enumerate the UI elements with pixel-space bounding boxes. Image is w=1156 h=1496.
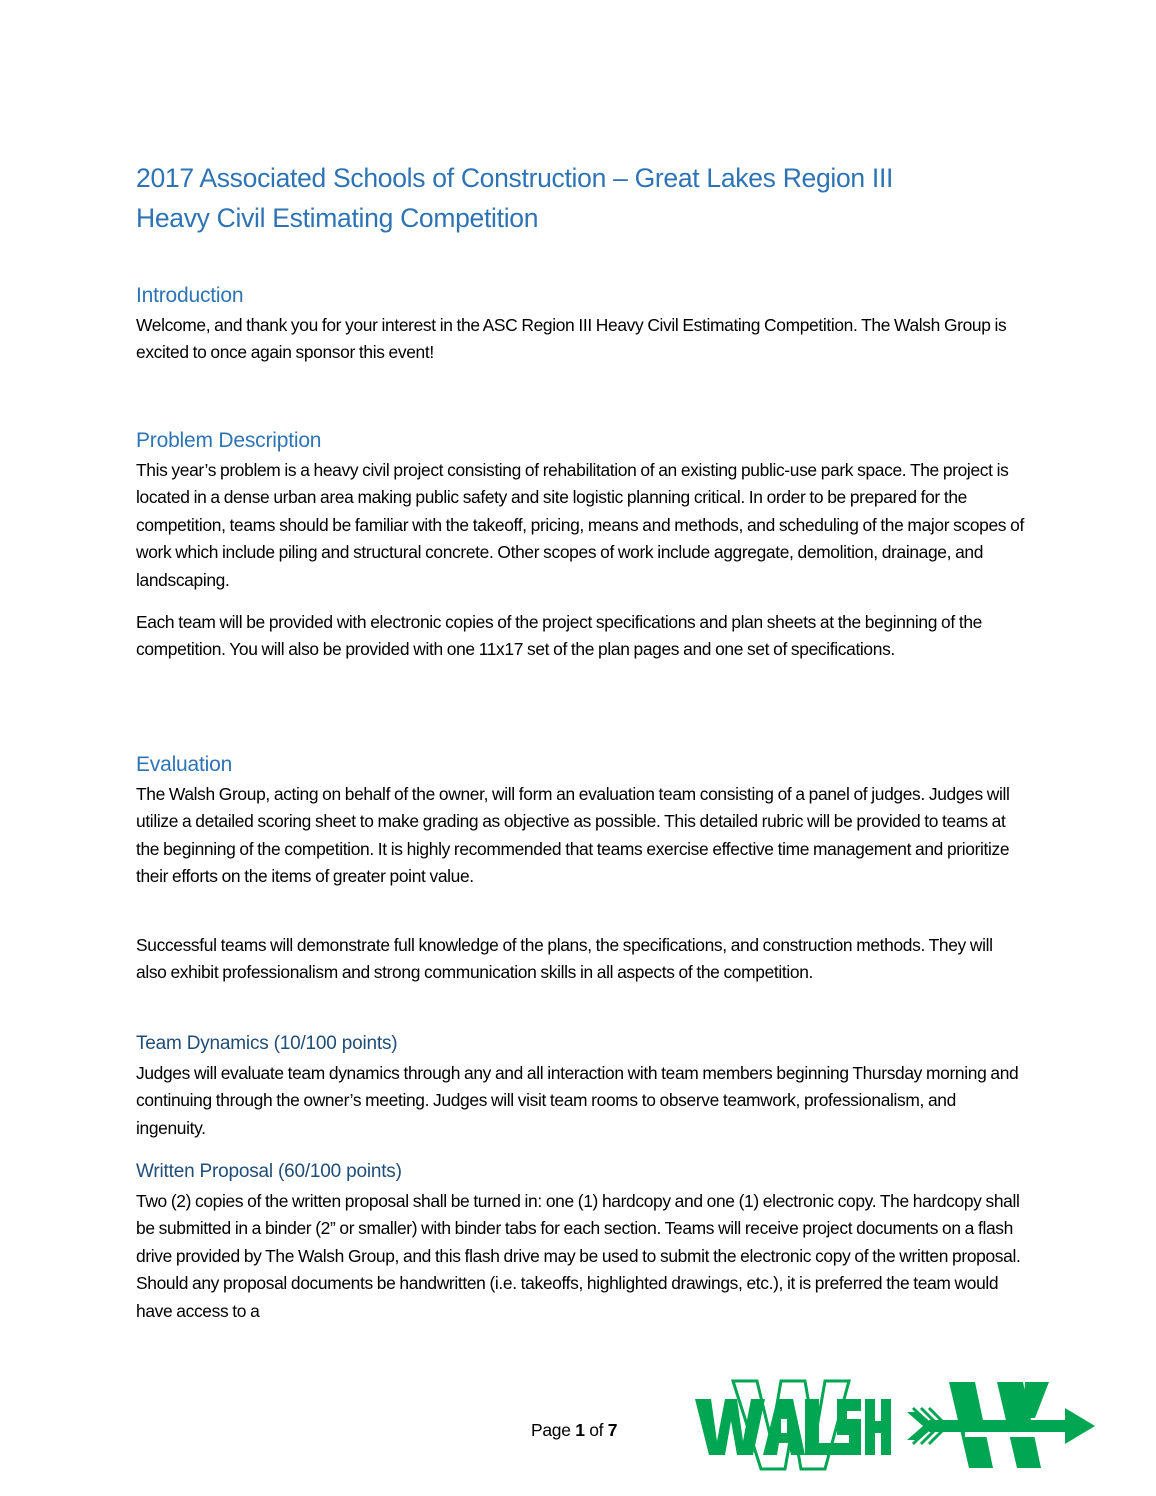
evaluation-paragraph-1: The Walsh Group, acting on behalf of the owner, will form an evaluation team consisting of a panel of judges. Judges will utilize a detailed scoring sheet to make grading as objective as possible. This detailed rubric will be provided to teams at the beginning of the competition. It is highly recommended that teams exercise effective time management and prioritize their efforts on the items of greater point value. (136, 784, 1010, 887)
document-title (136, 158, 1036, 238)
introduction-paragraph: Welcome, and thank you for your interest in the ASC Region III Heavy Civil Estimating Competition. The Walsh Group is excited to once again sponsor this event! (136, 315, 1007, 363)
heading-team-dynamics: Team Dynamics (10/100 points) (136, 1033, 398, 1054)
walsh-wordmark-logo (693, 1379, 893, 1471)
title-line-2: Heavy Civil Estimating Competition (136, 203, 539, 233)
written-proposal-paragraph: Two (2) copies of the written proposal shall be turned in: one (1) hardcopy and one (1) electronic copy. The hardcopy shall be submitted in a binder (2” or smaller) with binder tabs for each section. Teams will receive project documents on a flash drive provided by The Walsh Group, and this flash drive may be used to submit the electronic copy of the written proposal. Should any proposal documents be handwritten (i.e. takeoffs, highlighted drawings, etc.), it is preferred the team would have access to a (136, 1191, 1021, 1321)
total-pages: 7 (607, 1420, 618, 1440)
evaluation-paragraph-2: Successful teams will demonstrate full knowledge of the plans, the specifications, and construction methods. They will also exhibit professionalism and strong communication skills in all aspects of the competition. (136, 935, 993, 983)
heading-problem-description: Problem Description (136, 429, 322, 452)
page-number: Page 1 of 7 (531, 1420, 618, 1440)
problem-paragraph-1: This year’s problem is a heavy civil project consisting of rehabilitation of an existing public-use park space. The project is located in a dense urban area making public safety and site logistic planning critical. In order to be prepared for the competition, teams should be familiar with the takeoff, pricing, means and methods, and scheduling of the major scopes of work which include piling and structural concrete. Other scopes of work include aggregate, demolition, drainage, and landscaping. (136, 460, 1024, 590)
walsh-arrow-emblem-icon (905, 1380, 1097, 1470)
heading-introduction: Introduction (136, 284, 244, 307)
heading-evaluation: Evaluation (136, 753, 233, 776)
title-line-1: 2017 Associated Schools of Construction – Great Lakes Region III (136, 163, 894, 193)
heading-written-proposal: Written Proposal (60/100 points) (136, 1161, 402, 1182)
problem-paragraph-2: Each team will be provided with electronic copies of the project specifications and plan sheets at the beginning of the competition. You will also be provided with one 11x17 set of the plan pages and one set of specifications. (136, 612, 982, 660)
current-page: 1 (575, 1420, 585, 1440)
team-dynamics-paragraph: Judges will evaluate team dynamics through any and all interaction with team members beginning Thursday morning and continuing through the owner’s meeting. Judges will visit team rooms to observe teamwork, professionalism, and ingenuity. (136, 1063, 1019, 1138)
